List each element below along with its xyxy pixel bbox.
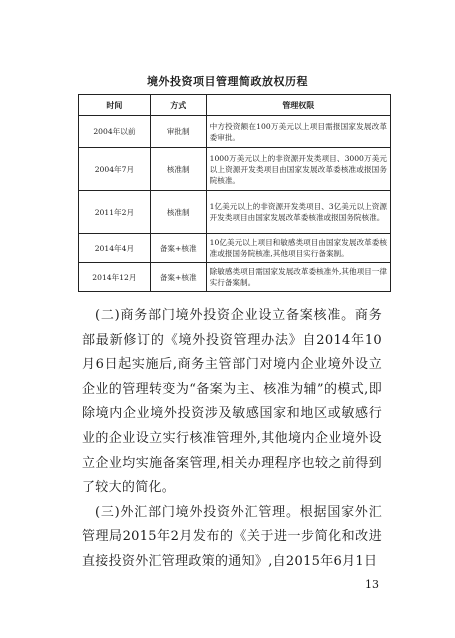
cell-authority: 除敏感类项目需国家发展改革委核准外,其他项目一律实行备案制。: [206, 263, 390, 292]
table-row: [79, 191, 391, 234]
table-title: 境外投资项目管理简政放权历程: [147, 75, 308, 88]
paragraph: (二)商务部门境外投资企业设立备案核准。商务部最新修订的《境外投资管理办法》自2014年10月6日起实施后,商务主管部门对境内企业境外设立企业的管理转变为“备案为主、核准为辅”的模式,即除境内企业境外投资涉及敏感国家和地区或敏感行业的企业设立实行核准管理外,其他境内企业境外设立企业均实施备案管理,相关办理程序也较之前得到了较大的简化。: [82, 308, 382, 496]
cell-mode: 备案+核准: [150, 263, 206, 292]
table-row: [79, 148, 391, 191]
cell-authority: 10亿美元以上项目和敏感类项目由国家发展改革委核准或报国务院核准,其他项目实行备案制。: [206, 234, 390, 263]
page-number: 13: [365, 578, 379, 591]
header-mode: 方式: [150, 95, 206, 116]
body-text: [82, 304, 382, 575]
table-row: [79, 116, 391, 148]
paragraph: (三)外汇部门境外投资外汇管理。根据国家外汇管理局2015年2月发布的《关于进一步简化和改进直接投资外汇管理政策的通知》,自2015年6月1日: [82, 504, 382, 569]
cell-authority: 1亿美元以上的非资源开发类项目、3亿美元以上资源开发类项目由国家发展改革委核准或报国务院核准。: [206, 191, 390, 234]
cell-authority: 1000万美元以上的非资源开发类项目、3000万美元以上资源开发类项目由国家发展改革委核准或报国务院核准。: [206, 148, 390, 191]
cell-time: 2004年7月: [79, 148, 151, 191]
cell-time: 2014年4月: [79, 234, 151, 263]
cell-time: 2011年2月: [79, 191, 151, 234]
cell-mode: 审批制: [150, 116, 206, 148]
cell-time: 2004年以前: [79, 116, 151, 148]
table-row: [79, 234, 391, 263]
cell-mode: 核准制: [150, 191, 206, 234]
cell-time: 2014年12月: [79, 263, 151, 292]
header-time: 时间: [79, 95, 151, 116]
header-authority: 管理权限: [206, 95, 390, 116]
cell-authority: 中方投资额在100万美元以上项目需报国家发展改革委审批。: [206, 116, 390, 148]
cell-mode: 备案+核准: [150, 234, 206, 263]
policy-history-table: [78, 94, 391, 292]
table-row: [79, 263, 391, 292]
table-header-row: [79, 95, 391, 116]
cell-mode: 核准制: [150, 148, 206, 191]
